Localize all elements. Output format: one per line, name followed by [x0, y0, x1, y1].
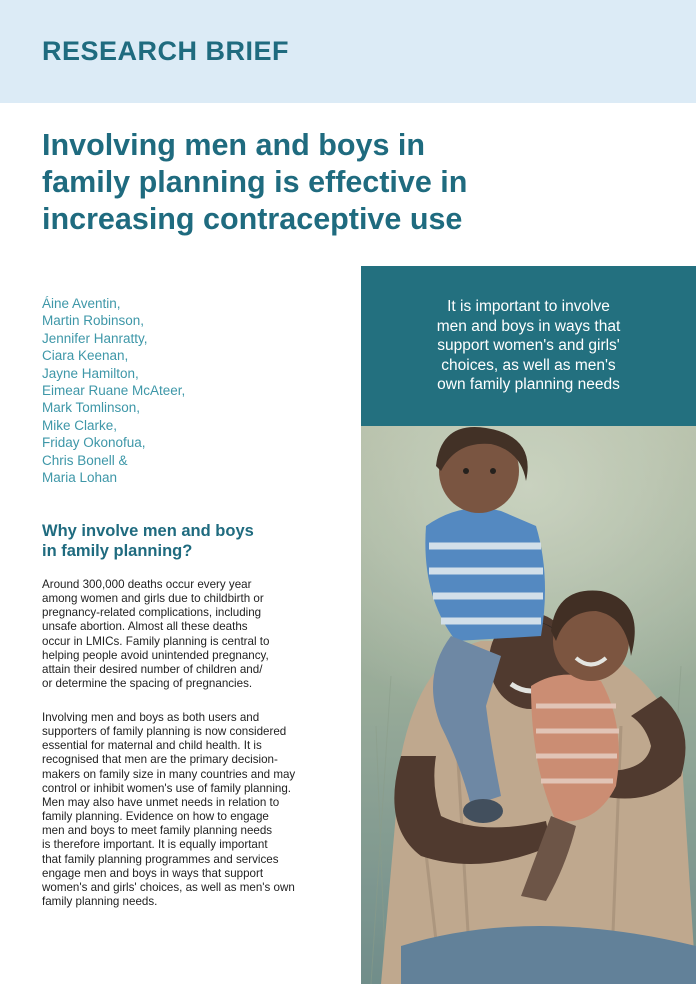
body-paragraph-1	[42, 578, 342, 691]
author-name: Friday Okonofua,	[42, 435, 146, 451]
text-line: recognised that men are the primary decision-	[42, 753, 278, 767]
text-line: Men may also have unmet needs in relation to	[42, 795, 280, 809]
author-name: Mark Tomlinson,	[42, 400, 141, 416]
photo-tint	[361, 426, 696, 984]
quote-line: choices, as well as men's	[441, 356, 616, 374]
author-name: Áine Aventin,	[42, 296, 121, 311]
top-banner	[0, 0, 696, 103]
author-name: Ciara Keenan,	[42, 348, 129, 364]
author-name: Jennifer Hanratty,	[42, 330, 148, 346]
text-line: occur in LMICs. Family planning is central to	[42, 634, 270, 648]
author-name: Mike Clarke,	[42, 417, 118, 433]
author-name: Jayne Hamilton,	[42, 365, 139, 381]
text-line: makers on family size in many countries and may	[42, 767, 296, 781]
heading-line: Why involve men and boys	[42, 522, 254, 540]
page-title	[42, 127, 642, 238]
text-line: that family planning programmes and services	[42, 852, 279, 866]
text-line: helping people avoid unintended pregnancy,	[42, 648, 269, 662]
text-line: Around 300,000 deaths occur every year	[42, 578, 252, 591]
title-line: increasing contraceptive use	[42, 202, 463, 236]
text-line: family planning. Evidence on how to engage	[42, 810, 269, 824]
banner-label: RESEARCH BRIEF	[42, 36, 290, 66]
quote-line: own family planning needs	[437, 376, 620, 393]
author-name: Martin Robinson,	[42, 313, 145, 329]
text-line: family planning needs.	[42, 895, 158, 909]
text-line: or determine the spacing of pregnancies.	[42, 677, 253, 691]
text-line: pregnancy-related complications, including	[42, 606, 262, 620]
section-heading	[42, 521, 332, 561]
quote-line: It is important to involve	[447, 298, 610, 315]
body-paragraph-2	[42, 711, 342, 909]
text-line: engage men and boys in ways that support	[42, 866, 264, 880]
text-line: Involving men and boys as both users and	[42, 711, 260, 724]
text-line: men and boys to meet family planning needs	[42, 824, 273, 838]
text-line: control or inhibit women's use of family planning.	[42, 781, 292, 795]
title-line: Involving men and boys in	[42, 128, 425, 162]
title-line: family planning is effective in	[42, 165, 468, 199]
heading-line: in family planning?	[42, 542, 193, 560]
author-name: Chris Bonell &	[42, 452, 128, 468]
author-list	[42, 295, 342, 486]
pull-quote	[361, 297, 696, 395]
author-name: Maria Lohan	[42, 470, 118, 486]
author-name: Eimear Ruane McAteer,	[42, 383, 186, 399]
text-line: women's and girls' choices, as well as men's own	[42, 880, 295, 894]
family-photo-illustration	[361, 426, 696, 984]
text-line: unsafe abortion. Almost all these deaths	[42, 620, 248, 634]
text-line: among women and girls due to childbirth or	[42, 592, 264, 606]
text-line: is therefore important. It is equally important	[42, 838, 268, 852]
pull-quote-box	[361, 266, 696, 426]
text-line: supporters of family planning is now considered	[42, 725, 287, 739]
text-line: attain their desired number of children and/	[42, 662, 263, 676]
text-line: essential for maternal and child health. It is	[42, 739, 262, 753]
quote-line: men and boys in ways that	[436, 317, 621, 335]
family-photo	[361, 426, 696, 984]
quote-line: support women's and girls'	[437, 337, 620, 354]
